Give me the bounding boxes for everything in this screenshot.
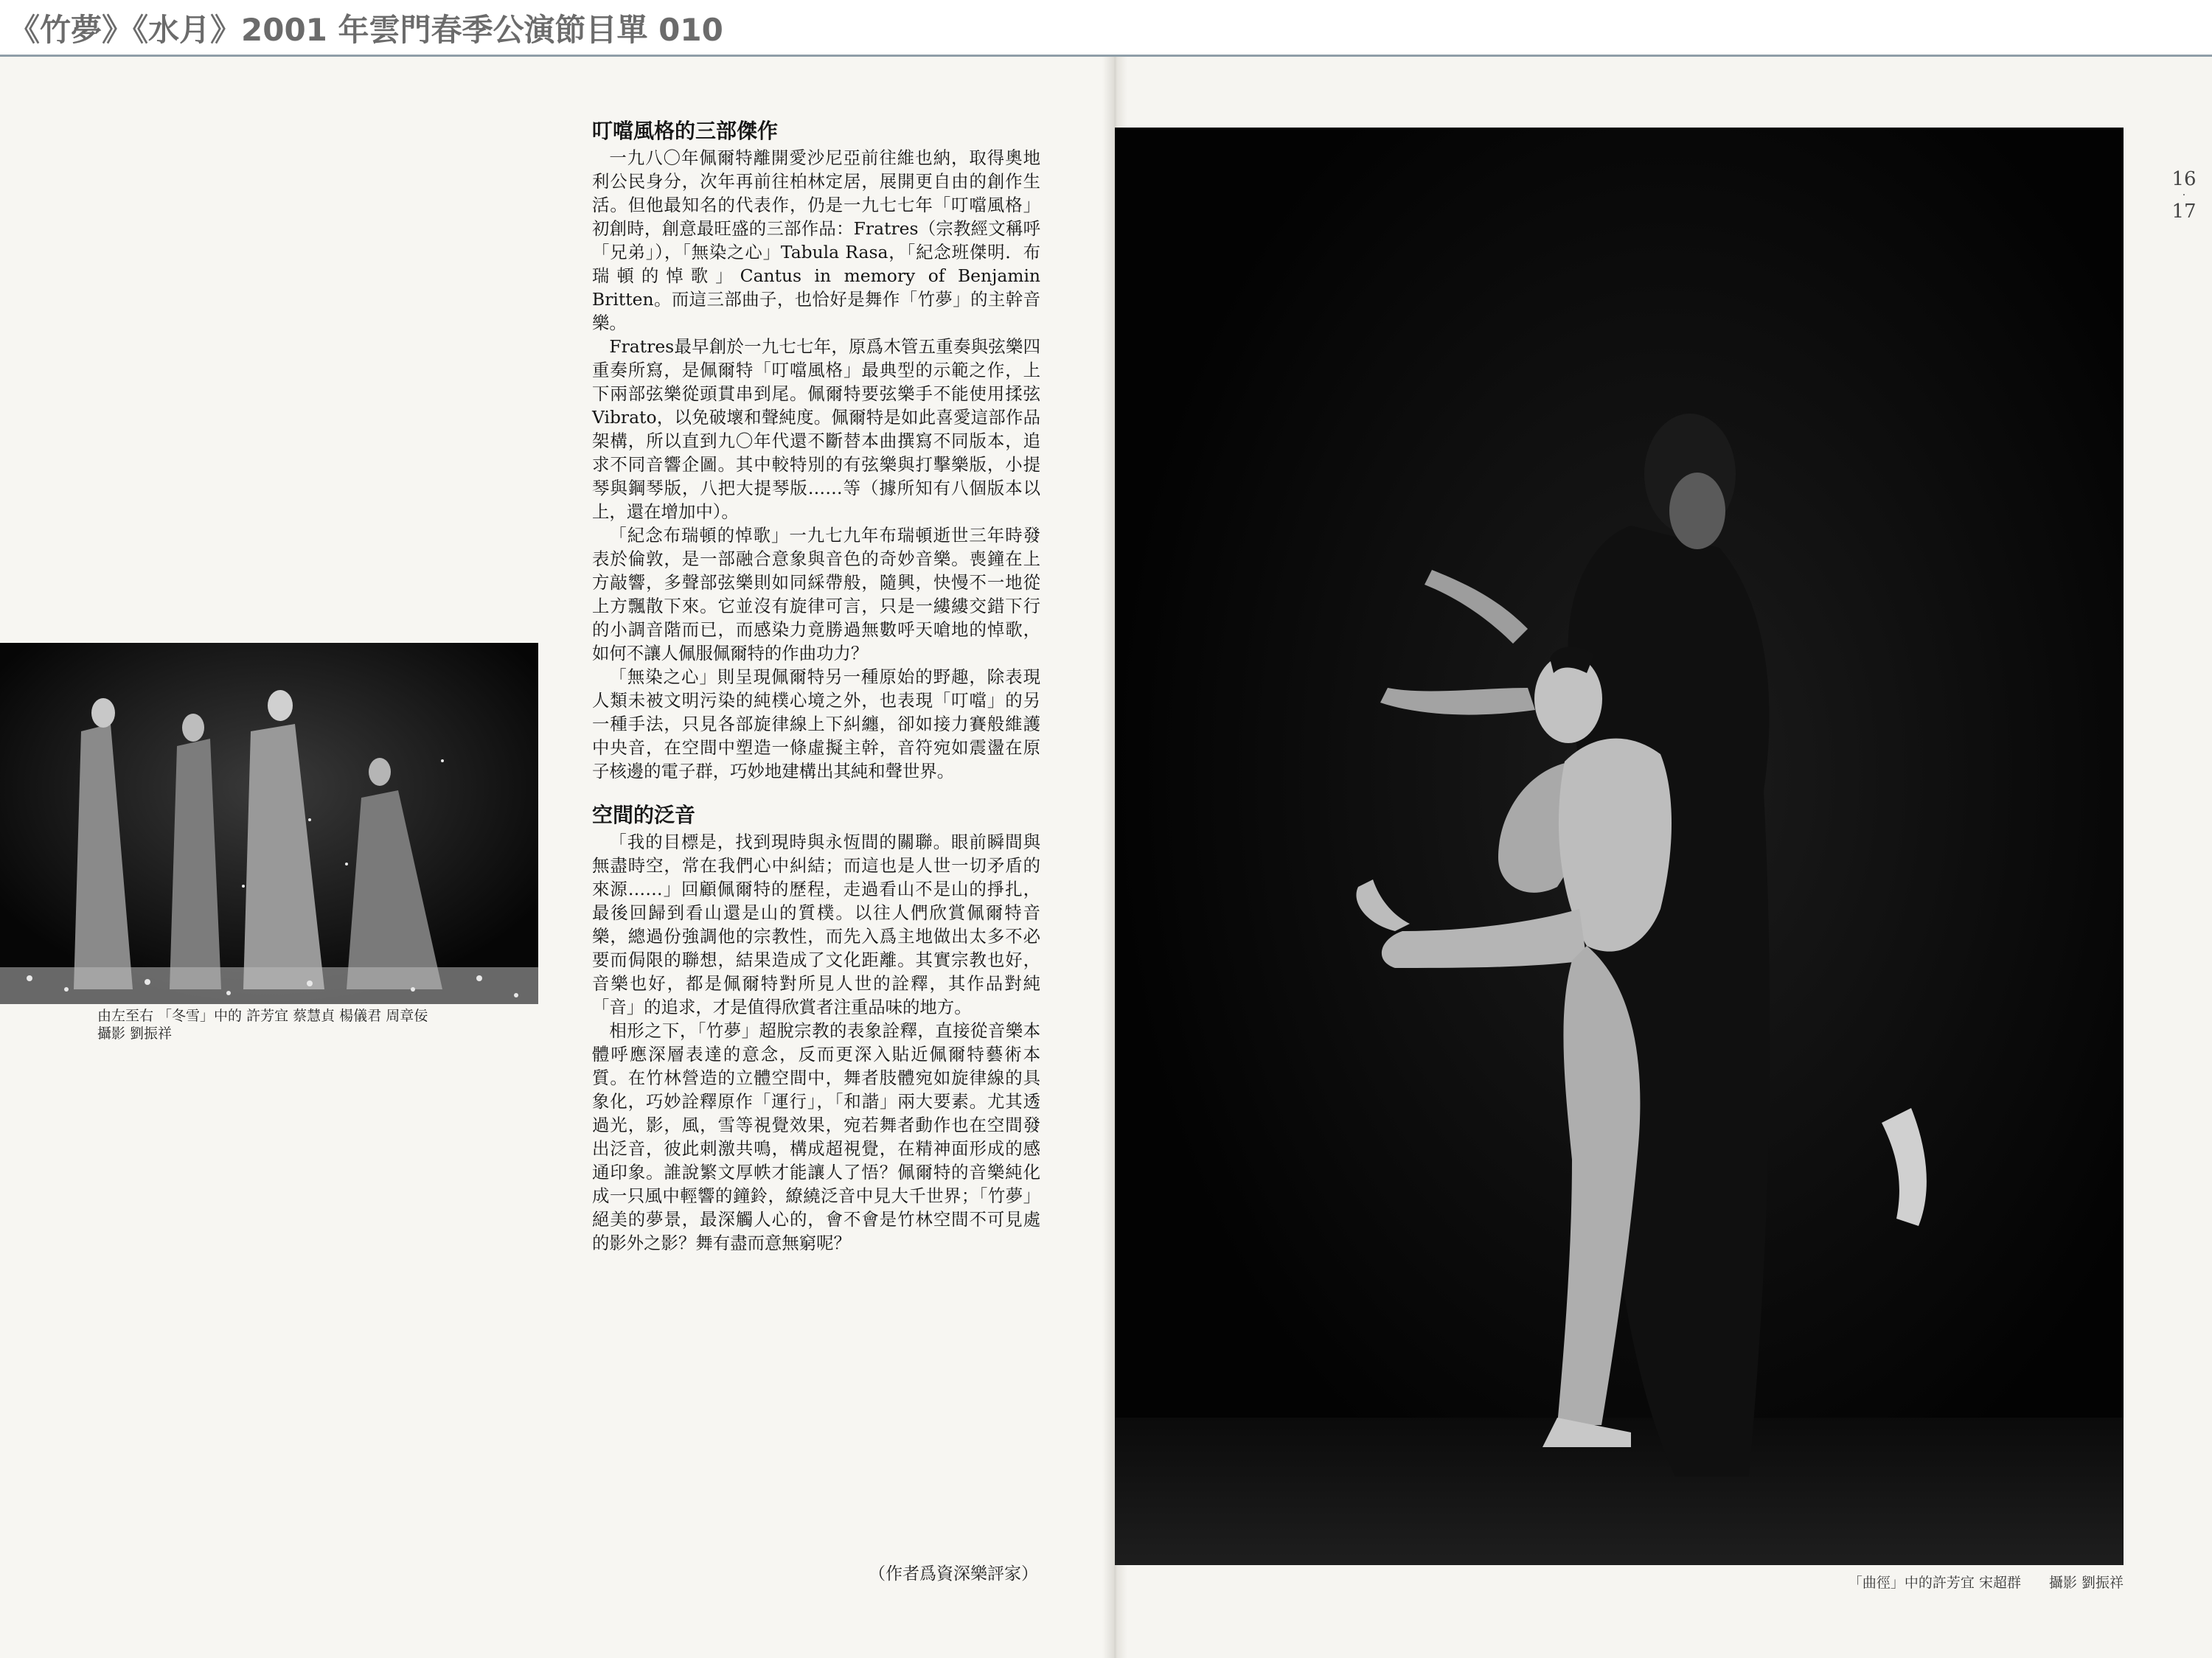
left-photo-caption [97, 1007, 540, 1042]
article-paragraph: 「我的目標是，找到現時與永恆間的關聯。眼前瞬間與無盡時空，常在我們心中糾結；而這也是人世一切矛盾的來源……」回顧佩爾特的歷程，走過看山不是山的掙扎，最後回歸到看山還是山的質樸。以往人們欣賞佩爾特音樂，總過份強調他的宗教性，而先入爲主地做出太多不必要而侷限的聯想，結果造成了文化距離。其實宗教也好，音樂也好，都是佩爾特對所見人世的詮釋，其作品對純「音」的追求，才是值得欣賞者注重品味的地方。 [592, 832, 1040, 1017]
section-title: 叮噹風格的三部傑作 [592, 119, 779, 143]
article-paragraph: 相形之下，「竹夢」超脫宗教的表象詮釋，直接從音樂本體呼應深層表達的意念，反而更深入貼近佩爾特藝術本質。在竹林營造的立體空間中，舞者肢體宛如旋律線的具象化，巧妙詮釋原作「運行」，「和諧」兩大要素。尤其透過光，影，風，雪等視覺效果，宛若舞者動作也在空間發出泛音，彼此刺激共鳴，構成超視覺，在精神面形成的感通印象。誰說繁文厚帙才能讓人了悟？佩爾特的音樂純化成一只風中輕響的鐘鈴，繚繞泛音中見大千世界；「竹夢」絕美的夢景，最深觸人心的，會不會是竹林空間不可見處的影外之影？舞有盡而意無窮呢？ [592, 1020, 1040, 1253]
section-title: 空間的泛音 [592, 803, 696, 827]
dancers-photo-graphic [0, 643, 538, 1004]
right-photo-caption: 「曲徑」中的許芳宜 宋超群 攝影 劉振祥 [1848, 1575, 2124, 1591]
page-number-bottom: 17 [2171, 201, 2197, 223]
article-paragraph: 一九八〇年佩爾特離開愛沙尼亞前往維也納，取得奧地利公民身分，次年再前往柏林定居，展開更自由的創作生活。但他最知名的代表作，仍是一九七七年「叮噹風格」初創時，創意最旺盛的三部作品：Fratres（宗教經文稱呼「兄弟」），「無染之心」Tabula Rasa，「紀念班傑明．布瑞頓的悼歌」Cantus in memory of Benjamin Britten。而這三部曲子，也恰好是舞作「竹夢」的主幹音樂。 [592, 147, 1040, 333]
dancers-photo-right [1115, 128, 2124, 1565]
dancers-photo-left [0, 643, 538, 1004]
left-caption-credit: 攝影 劉振祥 [97, 1025, 173, 1042]
page-number-separator: · [2182, 189, 2186, 201]
author-byline: （作者爲資深樂評家） [869, 1564, 1038, 1584]
duet-photo-graphic [1115, 128, 2124, 1565]
document-title: 《竹夢》《水月》2001 年雲門春季公演節目單 010 [9, 12, 723, 48]
page-numbers [2168, 168, 2200, 223]
article-paragraph: 「無染之心」則呈現佩爾特另一種原始的野趣，除表現人類未被文明污染的純樸心境之外，也表現「叮噹」的另一種手法，只見各部旋律線上下糾纏，卻如接力賽般維護中央音，在空間中塑造一條虛擬主幹，音符宛如震盪在原子核邊的電子群，巧妙地建構出其純和聲世界。 [592, 666, 1040, 781]
article-paragraph: 「紀念布瑞頓的悼歌」一九七九年布瑞頓逝世三年時發表於倫敦，是一部融合意象與音色的奇妙音樂。喪鐘在上方敲響，多聲部弦樂則如同綵帶般，隨興，快慢不一地從上方飄散下來。它並沒有旋律可言，只是一縷縷交錯下行的小調音階而已，而感染力竟勝過無數呼天嗆地的悼歌，如何不讓人佩服佩爾特的作曲功力？ [592, 525, 1040, 663]
article-paragraph: Fratres最早創於一九七七年，原爲木管五重奏與弦樂四重奏所寫，是佩爾特「叮噹風格」最典型的示範之作，上下兩部弦樂從頭貫串到尾。佩爾特要弦樂手不能使用揉弦Vibrato，以免破壞和聲純度。佩爾特是如此喜愛這部作品架構，所以直到九〇年代還不斷替本曲撰寫不同版本，追求不同音響企圖。其中較特別的有弦樂與打擊樂版，小提琴與鋼琴版，八把大提琴版……等（據所知有八個版本以上，還在增加中）。 [592, 336, 1040, 522]
document-header [0, 0, 2212, 57]
left-caption-line: 由左至右 「冬雪」中的 許芳宜 蔡慧貞 楊儀君 周章佞 [97, 1008, 428, 1024]
article-body [592, 118, 1040, 1255]
page-number-top: 16 [2171, 168, 2197, 190]
